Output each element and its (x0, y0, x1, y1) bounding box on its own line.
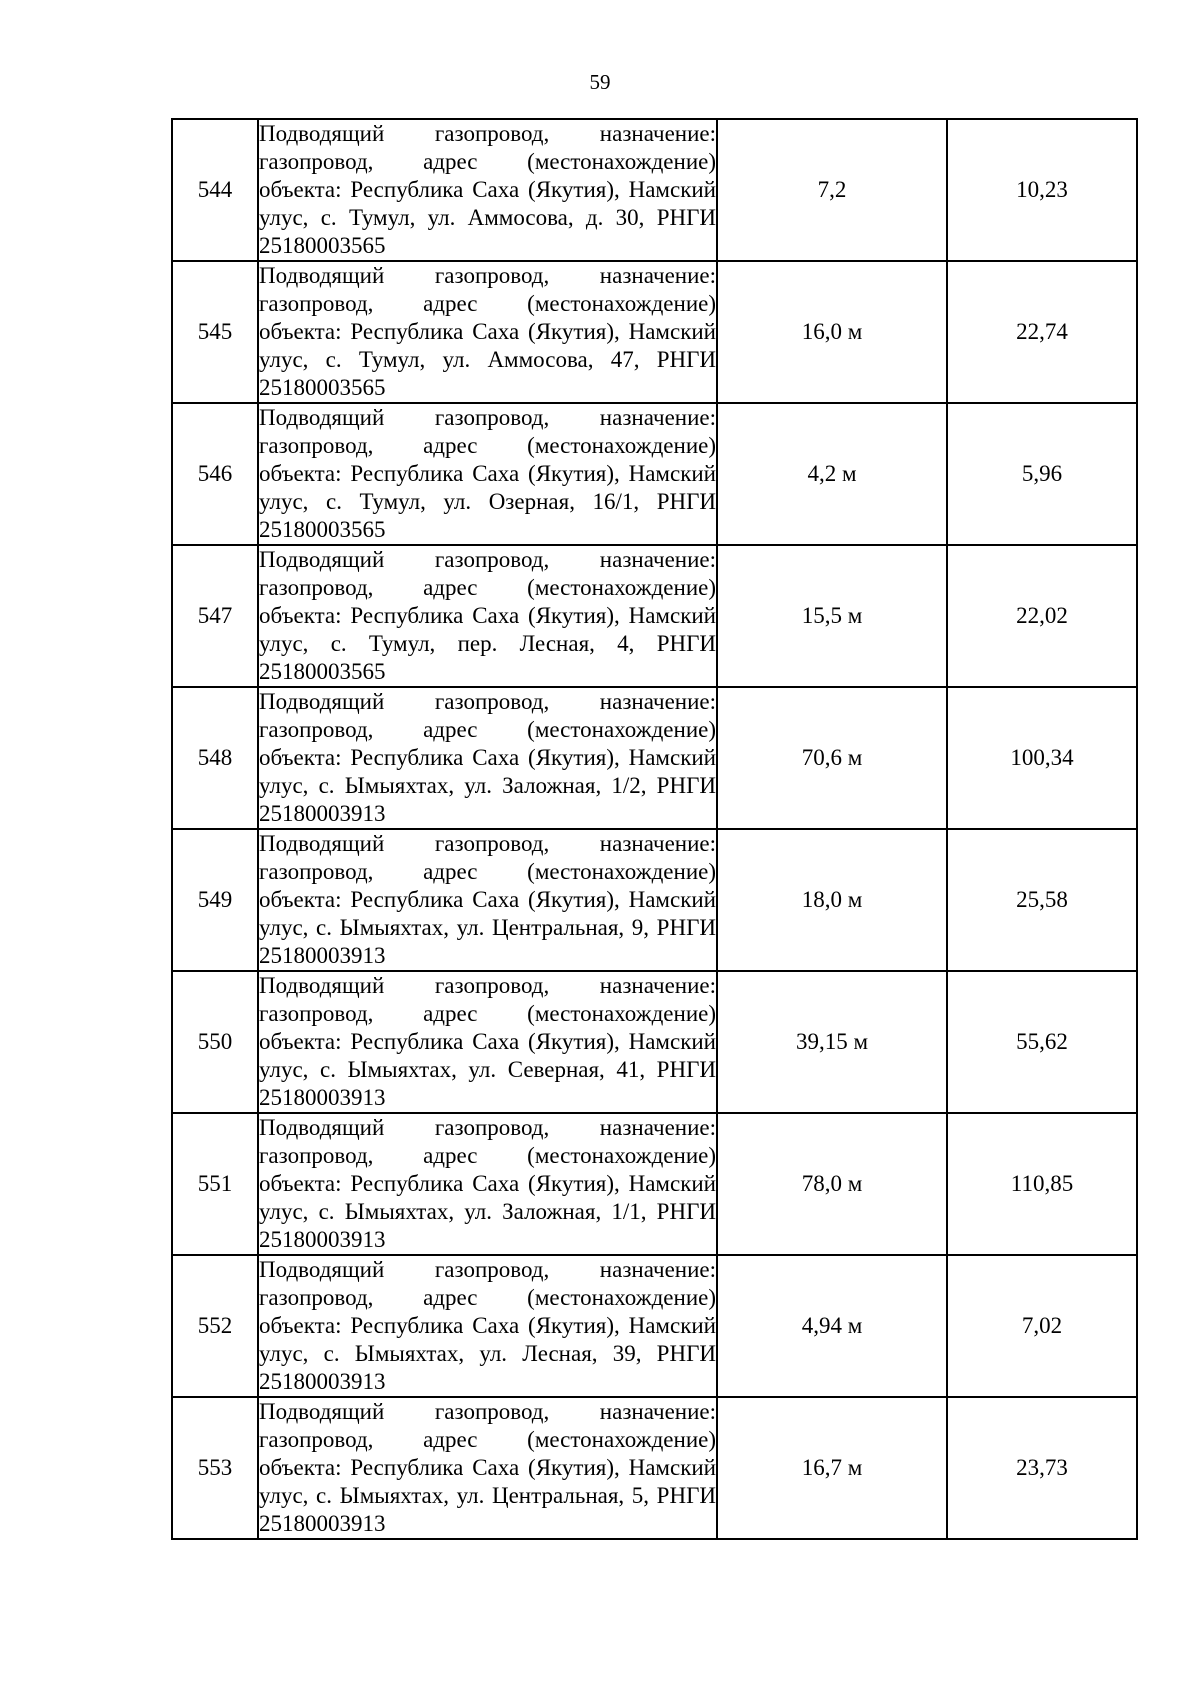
table-row (172, 545, 1137, 687)
table-row (172, 829, 1137, 971)
object-value: 22,74 (947, 261, 1137, 403)
row-number: 544 (172, 119, 258, 261)
object-length: 4,94 м (717, 1255, 947, 1397)
object-value: 5,96 (947, 403, 1137, 545)
object-description: Подводящий газопровод, назначение: газопровод, адрес (местонахождение) объекта: Республика Саха (Якутия), Намский улус, с. Тумул, ул. Аммосова, 47, РНГИ 25180003565 (258, 261, 717, 403)
row-number: 547 (172, 545, 258, 687)
object-description: Подводящий газопровод, назначение: газопровод, адрес (местонахождение) объекта: Республика Саха (Якутия), Намский улус, с. Ымыяхтах, ул. Лесная, 39, РНГИ 25180003913 (258, 1255, 717, 1397)
row-number: 546 (172, 403, 258, 545)
object-length: 39,15 м (717, 971, 947, 1113)
object-value: 55,62 (947, 971, 1137, 1113)
object-length: 15,5 м (717, 545, 947, 687)
object-description: Подводящий газопровод, назначение: газопровод, адрес (местонахождение) объекта: Республика Саха (Якутия), Намский улус, с. Ымыяхтах, ул. Заложная, 1/2, РНГИ 25180003913 (258, 687, 717, 829)
row-number: 552 (172, 1255, 258, 1397)
object-length: 7,2 (717, 119, 947, 261)
table-row (172, 119, 1137, 261)
object-description: Подводящий газопровод, назначение: газопровод, адрес (местонахождение) объекта: Республика Саха (Якутия), Намский улус, с. Тумул, ул. Озерная, 16/1, РНГИ 25180003565 (258, 403, 717, 545)
table-row (172, 687, 1137, 829)
object-value: 22,02 (947, 545, 1137, 687)
row-number: 549 (172, 829, 258, 971)
object-value: 10,23 (947, 119, 1137, 261)
table-row (172, 1397, 1137, 1539)
row-number: 545 (172, 261, 258, 403)
table-row (172, 971, 1137, 1113)
table-row (172, 1113, 1137, 1255)
object-value: 7,02 (947, 1255, 1137, 1397)
table-row (172, 261, 1137, 403)
object-value: 23,73 (947, 1397, 1137, 1539)
row-number: 553 (172, 1397, 258, 1539)
object-value: 110,85 (947, 1113, 1137, 1255)
object-value: 25,58 (947, 829, 1137, 971)
object-description: Подводящий газопровод, назначение: газопровод, адрес (местонахождение) объекта: Республика Саха (Якутия), Намский улус, с. Ымыяхтах, ул. Заложная, 1/1, РНГИ 25180003913 (258, 1113, 717, 1255)
object-length: 16,0 м (717, 261, 947, 403)
row-number: 548 (172, 687, 258, 829)
object-description: Подводящий газопровод, назначение: газопровод, адрес (местонахождение) объекта: Республика Саха (Якутия), Намский улус, с. Ымыяхтах, ул. Центральная, 9, РНГИ 25180003913 (258, 829, 717, 971)
table-row (172, 1255, 1137, 1397)
object-description: Подводящий газопровод, назначение: газопровод, адрес (местонахождение) объекта: Республика Саха (Якутия), Намский улус, с. Тумул, ул. Аммосова, д. 30, РНГИ 25180003565 (258, 119, 717, 261)
object-description: Подводящий газопровод, назначение: газопровод, адрес (местонахождение) объекта: Республика Саха (Якутия), Намский улус, с. Тумул, пер. Лесная, 4, РНГИ 25180003565 (258, 545, 717, 687)
object-value: 100,34 (947, 687, 1137, 829)
object-length: 78,0 м (717, 1113, 947, 1255)
object-length: 18,0 м (717, 829, 947, 971)
page-number: 59 (589, 70, 611, 94)
property-registry-table (171, 118, 1138, 1540)
row-number: 550 (172, 971, 258, 1113)
table-row (172, 403, 1137, 545)
object-description: Подводящий газопровод, назначение: газопровод, адрес (местонахождение) объекта: Республика Саха (Якутия), Намский улус, с. Ымыяхтах, ул. Северная, 41, РНГИ 25180003913 (258, 971, 717, 1113)
object-description: Подводящий газопровод, назначение: газопровод, адрес (местонахождение) объекта: Республика Саха (Якутия), Намский улус, с. Ымыяхтах, ул. Центральная, 5, РНГИ 25180003913 (258, 1397, 717, 1539)
object-length: 16,7 м (717, 1397, 947, 1539)
object-length: 4,2 м (717, 403, 947, 545)
row-number: 551 (172, 1113, 258, 1255)
object-length: 70,6 м (717, 687, 947, 829)
